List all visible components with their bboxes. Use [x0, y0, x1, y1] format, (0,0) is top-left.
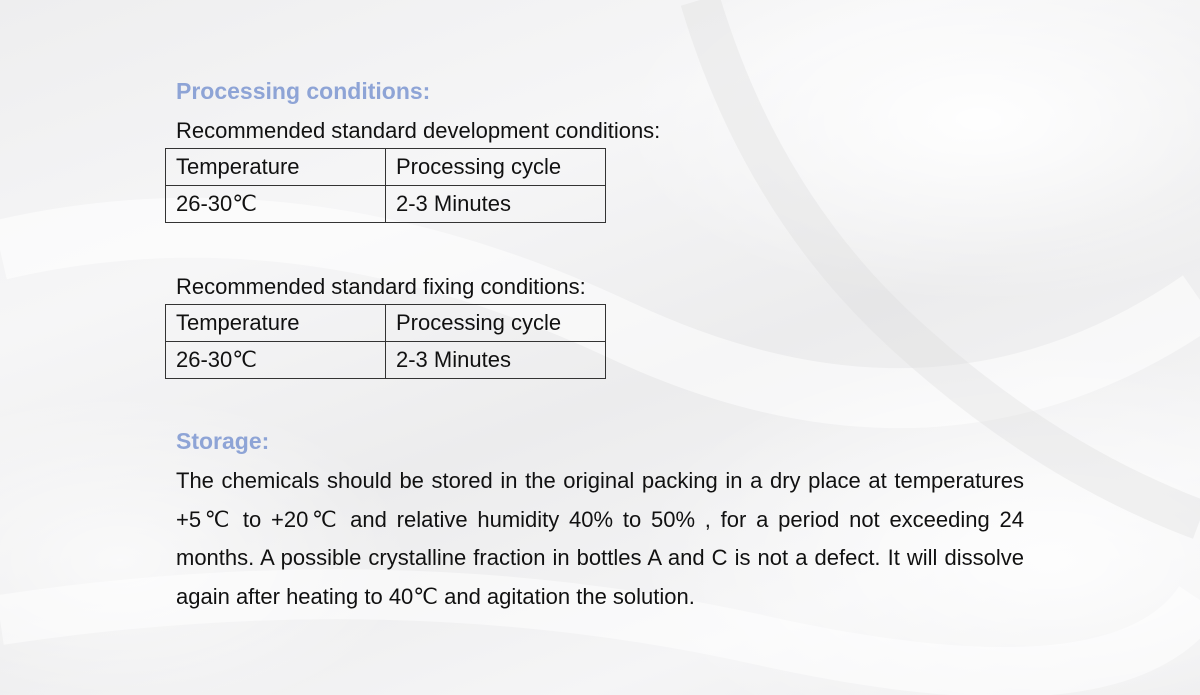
table-row [166, 186, 606, 223]
storage-paragraph: The chemicals should be stored in the original packing in a dry place at temperatures +5℃ to +20℃ and relative humidity 40% to 50% , for a period not exceeding 24 months. A possible crystalline fraction in bottles A and C is not a defect. It will dissolve again after heating to 40℃ and agitation the solution. [176, 468, 1024, 609]
table-row [166, 342, 606, 379]
table-cell: 2-3 Minutes [386, 186, 606, 223]
table-header-row [166, 305, 606, 342]
table-header-cell: Processing cycle [386, 305, 606, 342]
table-header-cell: Processing cycle [386, 149, 606, 186]
table-cell: 2-3 Minutes [386, 342, 606, 379]
table-header-cell: Temperature [166, 149, 386, 186]
table-header-cell: Temperature [166, 305, 386, 342]
fixing-conditions-table [165, 304, 606, 379]
table-cell: 26-30℃ [166, 342, 386, 379]
fixing-subheading: Recommended standard fixing conditions: [176, 274, 586, 299]
table-header-row [166, 149, 606, 186]
development-subheading: Recommended standard development conditions: [176, 118, 661, 143]
storage-heading: Storage: [176, 428, 270, 454]
development-conditions-table [165, 148, 606, 223]
table-cell: 26-30℃ [166, 186, 386, 223]
processing-heading: Processing conditions: [176, 78, 431, 104]
